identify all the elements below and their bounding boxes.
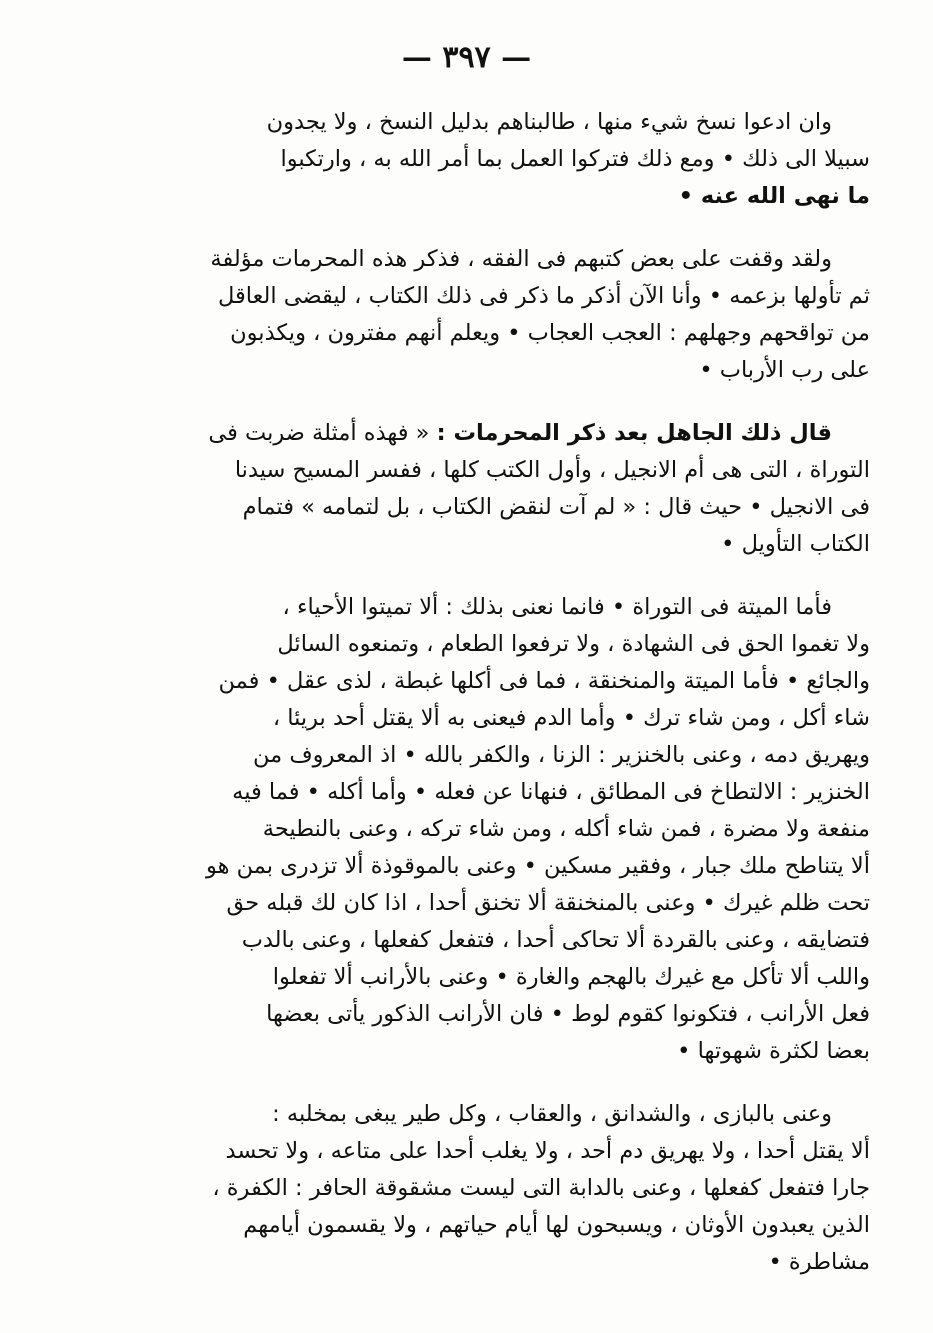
text-line: بعضا لكثرة شهوتها • xyxy=(677,1038,870,1064)
text-line: ألا يقتل أحدا ، ولا يهريق دم أحد ، ولا يغلب أحدا على متاعه ، ولا تحسد xyxy=(225,1138,870,1164)
text-line: واللب ألا تأكل مع غيرك بالهجم والغارة • وعنى بالأرانب ألا تفعلوا xyxy=(272,964,870,990)
text-line: من تواقحهم وجهلهم : العجب العجاب • ويعلم أنهم مفترون ، ويكذبون xyxy=(230,320,870,346)
paragraph-1 xyxy=(150,104,870,215)
text-line: ويهريق دمه ، وعنى بالخنزير : الزنا ، والكفر بالله • اذ المعروف من xyxy=(253,742,870,768)
text-line: على رب الأرباب • xyxy=(699,357,870,383)
text-line: وعنى بالبازى ، والشدانق ، والعقاب ، وكل طير يبغى بمخلبه : xyxy=(272,1101,832,1127)
text-line: فى الانجيل • حيث قال : « لم آت لنقض الكتاب ، بل لتمامه » فتمام xyxy=(242,494,870,520)
text-line xyxy=(150,415,870,452)
quote-lead: قال ذلك الجاهل بعد ذكر المحرمات : xyxy=(436,420,832,446)
text-line-rest: « فهذه أمثلة ضربت فى xyxy=(208,420,430,446)
page-body xyxy=(150,104,870,1307)
text-line: منفعة ولا مضرة ، فمن شاء أكله ، ومن شاء تركه ، وعنى بالنطيحة xyxy=(262,816,870,842)
text-line: التوراة ، التى هى أم الانجيل ، وأول الكتب كلها ، ففسر المسيح سيدنا xyxy=(234,457,870,483)
text-line: ثم تأولها بزعمه • وأنا الآن أذكر ما ذكر فى ذلك الكتاب ، ليقضى العاقل xyxy=(217,283,870,309)
text-line: فتضايقه ، وعنى بالقردة ألا تحاكى أحدا ، فتفعل كفعلها ، وعنى بالدب xyxy=(241,927,870,953)
text-line: مشاطرة • xyxy=(768,1249,870,1275)
text-line: فعل الأرانب ، فتكونوا كقوم لوط • فان الأرانب الذكور يأتى بعضها xyxy=(266,1001,870,1027)
text-line: وان ادعوا نسخ شيء منها ، طالبناهم بدليل النسخ ، ولا يجدون xyxy=(266,109,832,135)
text-line: والجائع • فأما الميتة والمنخنقة ، فما فى أكلها غبطة ، لذى عقل • فمن xyxy=(218,668,870,694)
text-line: ولا تغموا الحق فى الشهادة ، ولا ترفعوا الطعام ، وتمنعوه السائل xyxy=(277,631,870,657)
page-number: — ٣٩٧ — xyxy=(401,40,532,75)
text-line: ألا يتناطح ملك جبار ، وفقير مسكين • وعنى بالموقوذة ألا تزدرى بمن هو xyxy=(205,853,870,879)
text-line: جارا فتفعل كفعلها ، وعنى بالدابة التى ليست مشقوقة الحافر : الكفرة ، xyxy=(212,1175,870,1201)
paragraph-3 xyxy=(150,415,870,563)
paragraph-5 xyxy=(150,1096,870,1281)
paragraph-2 xyxy=(150,241,870,389)
text-line: شاء أكل ، ومن شاء ترك • وأما الدم فيعنى به ألا يقتل أحد بريئا ، xyxy=(272,705,870,731)
text-line: فأما الميتة فى التوراة • فانما نعنى بذلك : ألا تميتوا الأحياء ، xyxy=(282,594,832,620)
text-line: الخنزير : الالتطاخ فى المطائق ، فنهانا عن فعله • وأما أكله • فما فيه xyxy=(232,779,870,805)
text-line: الذين يعبدون الأوثان ، ويسبحون لها أيام حياتهم ، ولا يقسمون أيامهم xyxy=(243,1212,870,1238)
text-line: سبيلا الى ذلك • ومع ذلك فتركوا العمل بما أمر الله به ، وارتكبوا xyxy=(280,146,870,172)
text-line: ولقد وقفت على بعض كتبهم فى الفقه ، فذكر هذه المحرمات مؤلفة xyxy=(210,246,832,272)
text-line: ما نهى الله عنه • xyxy=(678,183,870,209)
paragraph-4 xyxy=(150,589,870,1070)
text-line: الكتاب التأويل • xyxy=(721,531,870,557)
text-line: تحت ظلم غيرك • وعنى بالمنخنقة ألا تخنق أحدا ، اذا كان لك قبله حق xyxy=(226,890,870,916)
